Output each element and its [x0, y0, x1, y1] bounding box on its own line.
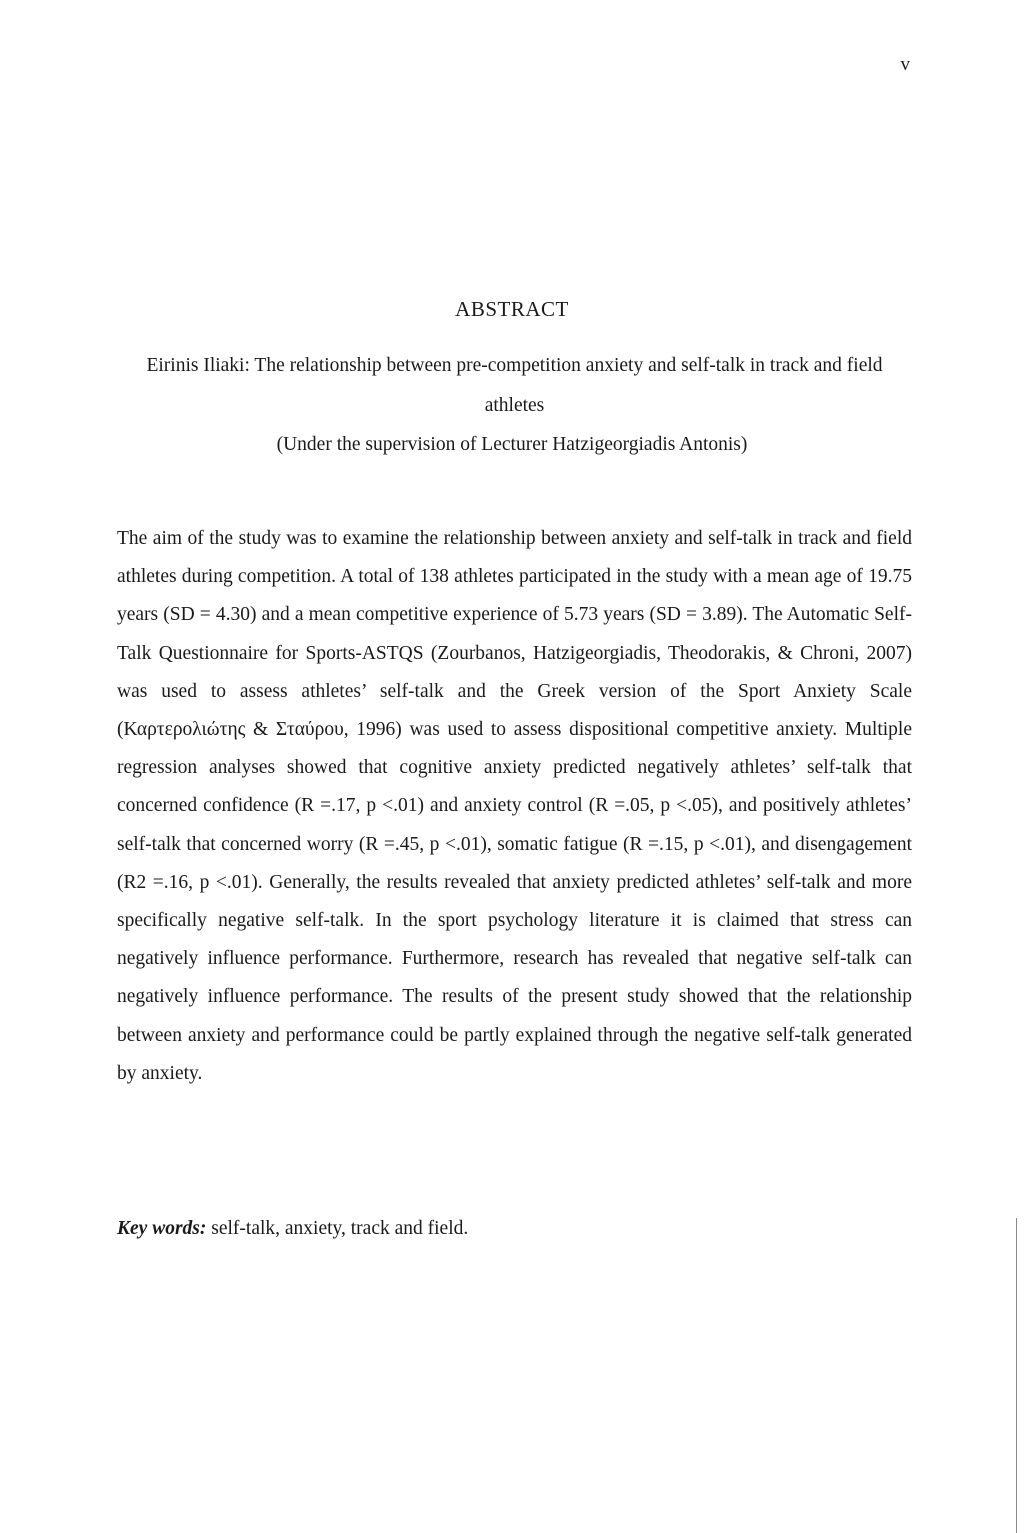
- keywords-label: Key words:: [117, 1218, 207, 1239]
- abstract-paragraph: The aim of the study was to examine the relationship between anxiety and self-talk in track and field athletes during competition. A total of 138 athletes participated in the study with a mean age of 19.75 years (SD = 4.30) and a mean competitive experience of 5.73 years (SD = 3.89). The Automatic Self-Talk Questionnaire for Sports-ASTQS (Zourbanos, Hatzigeorgiadis, Theodorakis, & Chroni, 2007) was used to assess athletes’ self-talk and the Greek version of the Sport Anxiety Scale (Καρτερολιώτης & Σταύρου, 1996) was used to assess dispositional competitive anxiety. Multiple regression analyses showed that cognitive anxiety predicted negatively athletes’ self-talk that concerned confidence (R =.17, p <.01) and anxiety control (R =.05, p <.05), and positively athletes’ self-talk that concerned worry (R =.45, p <.01), somatic fatigue (R =.15, p <.01), and disengagement (R2 =.16, p <.01). Generally, the results revealed that anxiety predicted athletes’ self-talk and more specifically negative self-talk. In the sport psychology literature it is claimed that stress can negatively influence performance. Furthermore, research has revealed that negative self-talk can negatively influence performance. The results of the present study showed that the relationship between anxiety and performance could be partly explained through the negative self-talk generated by anxiety.: [117, 528, 912, 1084]
- abstract-body: [117, 520, 912, 1093]
- scan-edge-line: [1016, 1218, 1017, 1533]
- keywords-text: self-talk, anxiety, track and field.: [211, 1218, 469, 1239]
- thesis-title: Eirinis Iliaki: The relationship between pre-competition anxiety and self-talk in track and field athletes: [146, 355, 883, 416]
- supervision-note: (Under the supervision of Lecturer Hatzigeorgiadis Antonis): [276, 434, 748, 455]
- keywords-line: [117, 1218, 468, 1240]
- page-number: v: [900, 54, 910, 75]
- page-title: ABSTRACT: [455, 297, 569, 321]
